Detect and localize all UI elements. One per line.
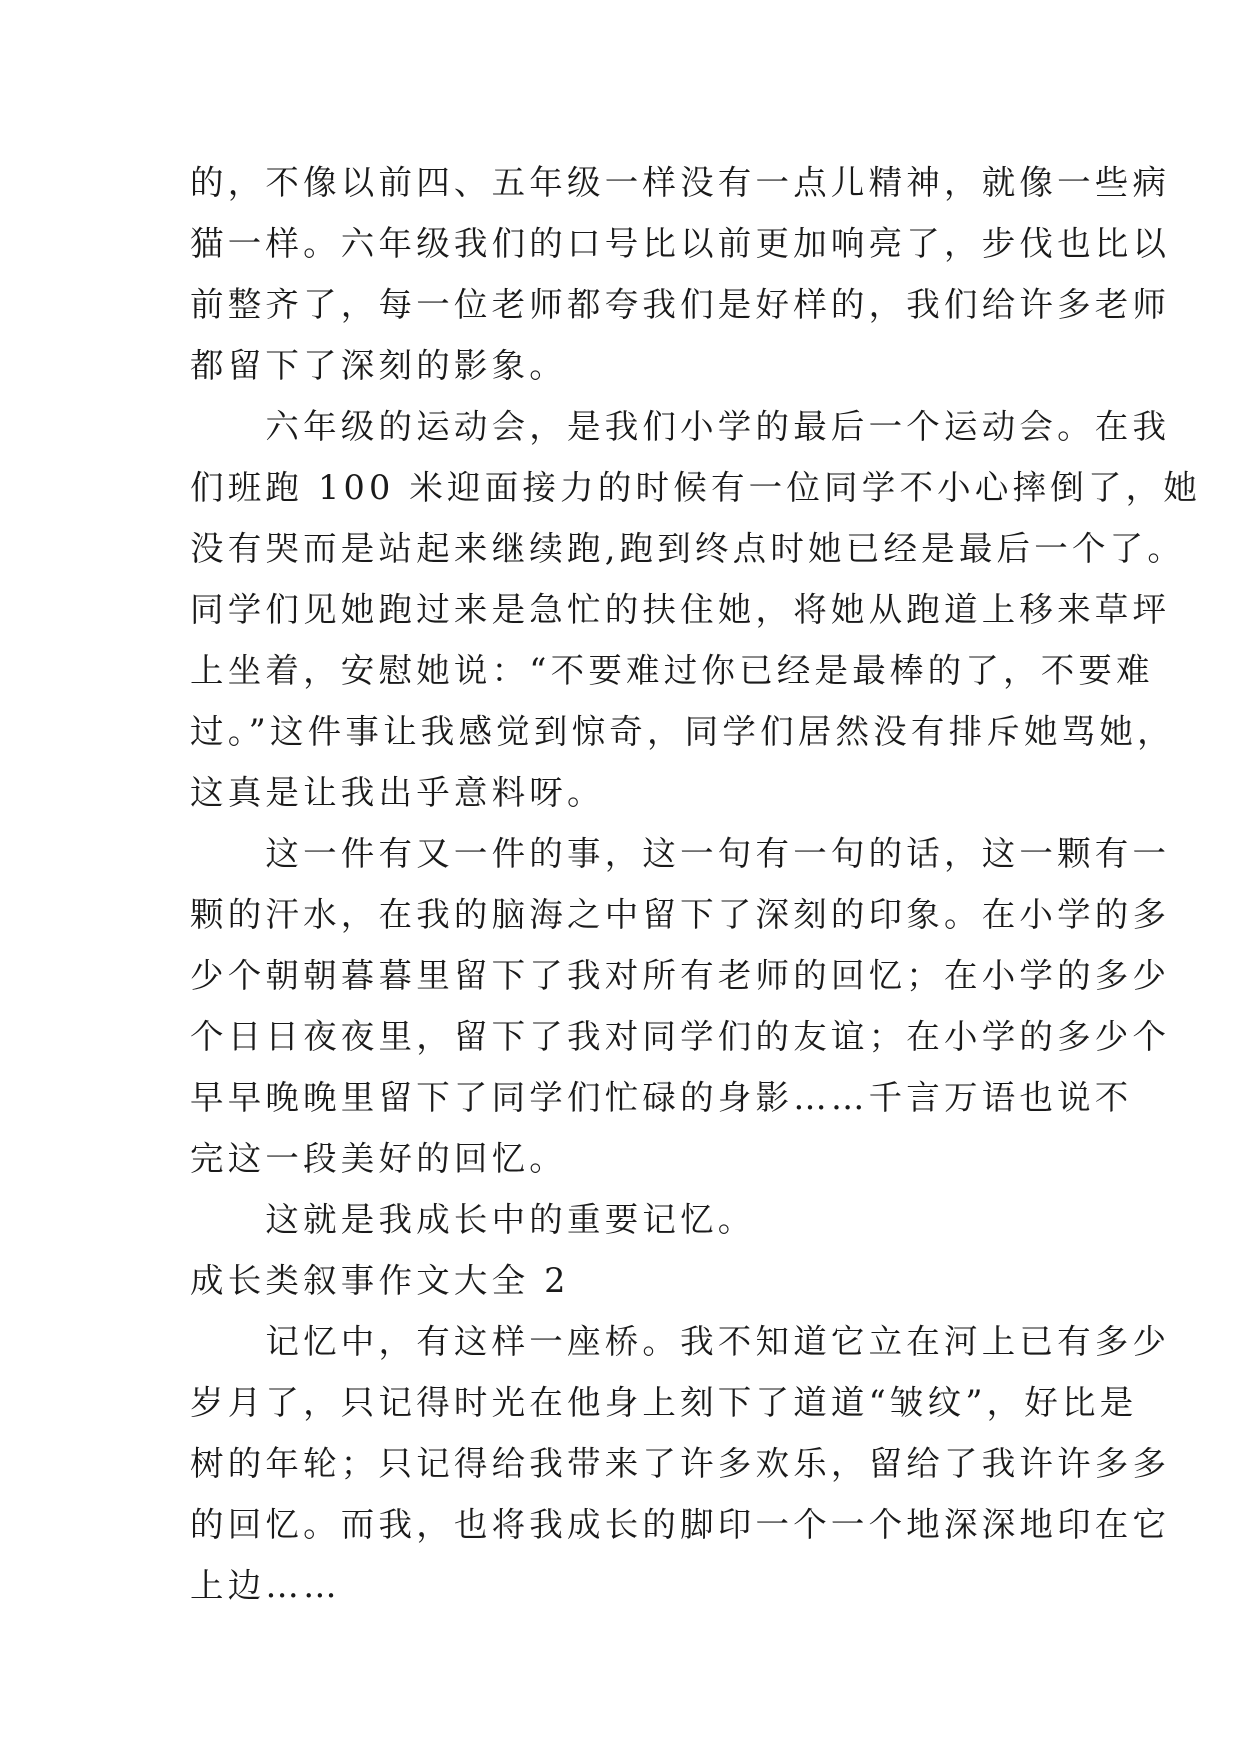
text-line: 这一件有又一件的事，这一句有一句的话，这一颗有一 bbox=[190, 834, 1171, 873]
text-line: 岁月了，只记得时光在他身上刻下了道道“皱纹”，好比是 bbox=[190, 1383, 1138, 1422]
text-line: 这就是我成长中的重要记忆。 bbox=[190, 1200, 756, 1239]
text-line: 的，不像以前四、五年级一样没有一点儿精神，就像一些病 bbox=[190, 163, 1171, 202]
text-line: 前整齐了，每一位老师都夸我们是好样的，我们给许多老师 bbox=[190, 285, 1171, 324]
text-line: 个日日夜夜里，留下了我对同学们的友谊；在小学的多少个 bbox=[190, 1017, 1171, 1056]
text-line: 上坐着，安慰她说：“不要难过你已经是最棒的了，不要难 bbox=[190, 651, 1154, 690]
text-line: 上边…… bbox=[190, 1566, 341, 1605]
text-line: 过。”这件事让我感觉到惊奇，同学们居然没有排斥她骂她， bbox=[190, 712, 1175, 751]
text-line: 完这一段美好的回忆。 bbox=[190, 1139, 567, 1178]
section-heading: 成长类叙事作文大全 2 bbox=[190, 1261, 570, 1300]
text-line: 的回忆。而我，也将我成长的脚印一个一个地深深地印在它 bbox=[190, 1505, 1171, 1544]
text-line: 记忆中，有这样一座桥。我不知道它立在河上已有多少 bbox=[190, 1322, 1171, 1361]
body-text bbox=[190, 152, 1202, 1616]
text-line: 这真是让我出乎意料呀。 bbox=[190, 773, 605, 812]
text-line: 们班跑 100 米迎面接力的时候有一位同学不小心摔倒了，她 bbox=[190, 468, 1202, 507]
text-line: 树的年轮；只记得给我带来了许多欢乐，留给了我许许多多 bbox=[190, 1444, 1171, 1483]
text-line: 六年级的运动会，是我们小学的最后一个运动会。在我 bbox=[190, 407, 1171, 446]
text-line: 颗的汗水，在我的脑海之中留下了深刻的印象。在小学的多 bbox=[190, 895, 1171, 934]
text-line: 没有哭而是站起来继续跑,跑到终点时她已经是最后一个了。 bbox=[190, 529, 1186, 568]
text-line: 同学们见她跑过来是急忙的扶住她，将她从跑道上移来草坪 bbox=[190, 590, 1171, 629]
text-line: 猫一样。六年级我们的口号比以前更加响亮了，步伐也比以 bbox=[190, 224, 1171, 263]
text-line: 早早晚晚里留下了同学们忙碌的身影……千言万语也说不 bbox=[190, 1078, 1133, 1117]
text-line: 都留下了深刻的影象。 bbox=[190, 346, 567, 385]
text-line: 少个朝朝暮暮里留下了我对所有老师的回忆；在小学的多少 bbox=[190, 956, 1171, 995]
